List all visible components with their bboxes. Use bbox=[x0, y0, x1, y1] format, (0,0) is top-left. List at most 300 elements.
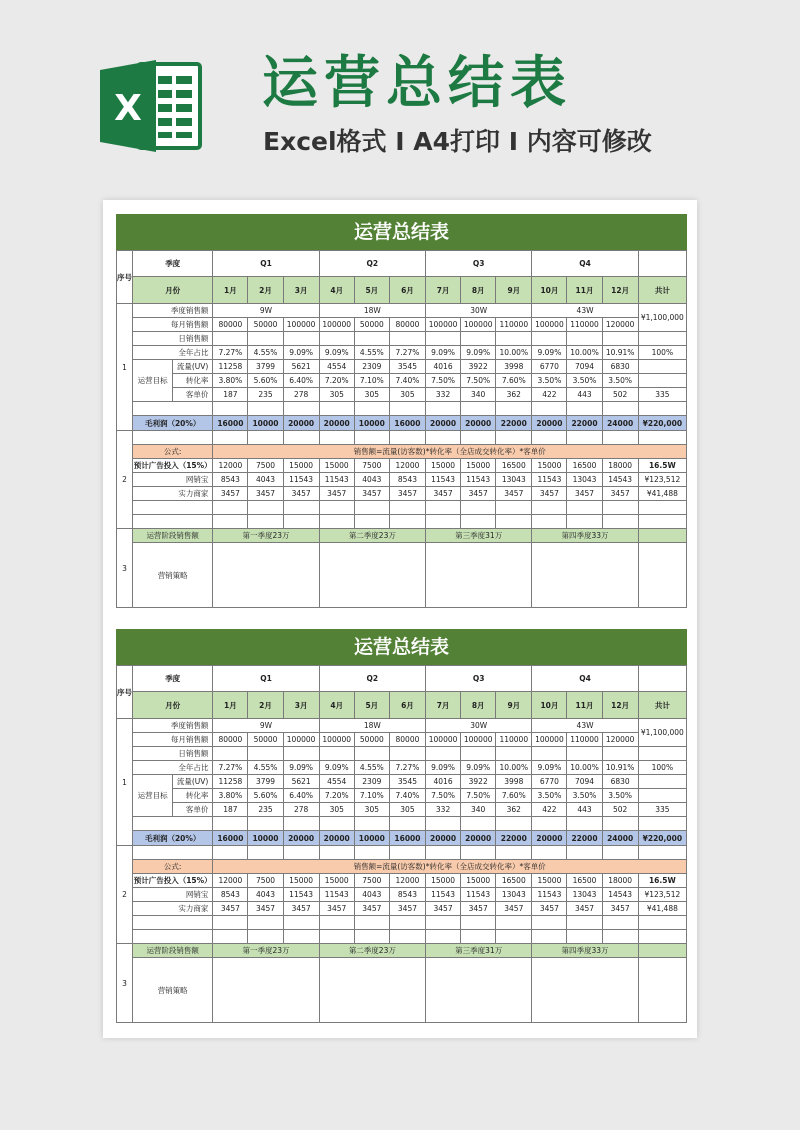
formula-text: 销售额=流量(访客数)*转化率（全店成交转化率）*客单价 bbox=[213, 445, 687, 459]
ad-row bbox=[117, 874, 687, 888]
empty-cell bbox=[461, 930, 496, 944]
empty-cell bbox=[638, 374, 686, 388]
row-label: 每月销售额 bbox=[133, 318, 213, 332]
empty-cell bbox=[283, 916, 319, 930]
empty-cell bbox=[213, 431, 248, 445]
monthly-sales-cell: 80000 bbox=[389, 733, 425, 747]
row-label: 全年占比 bbox=[133, 761, 213, 775]
ad-total: 16.5W bbox=[638, 874, 686, 888]
empty-cell bbox=[461, 501, 496, 515]
blank-row bbox=[117, 916, 687, 930]
months-cell: 9月 bbox=[496, 692, 532, 719]
merchant-cell: 3457 bbox=[532, 902, 567, 916]
empty-cell bbox=[354, 747, 389, 761]
formula-row bbox=[117, 860, 687, 874]
profit-cell: 20000 bbox=[461, 831, 496, 846]
empty-cell bbox=[532, 501, 567, 515]
empty-cell bbox=[319, 916, 354, 930]
conversion-cell: 7.20% bbox=[319, 789, 354, 803]
wangxiaobao-cell: 14543 bbox=[602, 888, 638, 902]
empty-cell bbox=[389, 332, 425, 346]
empty-cell bbox=[496, 402, 532, 416]
unit-price-cell: 502 bbox=[602, 803, 638, 817]
merchant-cell: 3457 bbox=[567, 487, 602, 501]
quarter-cell: Q4 bbox=[532, 666, 638, 692]
month-header-row bbox=[117, 277, 687, 304]
profit-cell: 24000 bbox=[602, 416, 638, 431]
wangxiaobao-total: ¥123,512 bbox=[638, 888, 686, 902]
row-label: 转化率 bbox=[173, 789, 213, 803]
conversion-cell: 6.40% bbox=[283, 789, 319, 803]
monthly-sales-cell: 100000 bbox=[461, 733, 496, 747]
empty-cell bbox=[426, 747, 461, 761]
summary-table bbox=[116, 665, 687, 1023]
empty-cell bbox=[638, 251, 686, 277]
row-label: 营销策略 bbox=[133, 543, 213, 608]
year-ratio-cell: 7.27% bbox=[389, 761, 425, 775]
traffic-cell: 6770 bbox=[532, 360, 567, 374]
traffic-cell: 5621 bbox=[283, 360, 319, 374]
empty-cell bbox=[496, 817, 532, 831]
conversion-cell: 7.60% bbox=[496, 789, 532, 803]
unit-price-cell: 235 bbox=[248, 803, 283, 817]
wangxiaobao-cell: 11543 bbox=[283, 473, 319, 487]
conversion-cell: 7.50% bbox=[426, 374, 461, 388]
empty-cell bbox=[389, 930, 425, 944]
traffic-cell: 3998 bbox=[496, 360, 532, 374]
unit-price-cell: 362 bbox=[496, 388, 532, 402]
monthly-sales-cell: 110000 bbox=[567, 318, 602, 332]
months-cell: 6月 bbox=[389, 692, 425, 719]
year-ratio-cell: 9.09% bbox=[426, 346, 461, 360]
seq-cell: 1 bbox=[117, 304, 133, 431]
ad-cell: 12000 bbox=[213, 874, 248, 888]
unit-price-cell: 187 bbox=[213, 388, 248, 402]
ad-cell: 15000 bbox=[532, 459, 567, 473]
empty-cell bbox=[461, 332, 496, 346]
months-cell: 5月 bbox=[354, 277, 389, 304]
merchant-row bbox=[117, 487, 687, 501]
year-ratio-cell: 9.09% bbox=[283, 761, 319, 775]
unit-price-row bbox=[117, 803, 687, 817]
merchant-cell: 3457 bbox=[213, 902, 248, 916]
daily-sales-row bbox=[117, 747, 687, 761]
quarter-cell: Q2 bbox=[319, 251, 425, 277]
empty-cell bbox=[426, 431, 461, 445]
ad-cell: 15000 bbox=[426, 874, 461, 888]
months-cell: 11月 bbox=[567, 692, 602, 719]
empty-cell bbox=[133, 402, 213, 416]
merchant-cell: 3457 bbox=[532, 487, 567, 501]
profit-cell: 10000 bbox=[354, 831, 389, 846]
conversion-cell: 7.50% bbox=[461, 374, 496, 388]
year-ratio-cell: 4.55% bbox=[248, 761, 283, 775]
wangxiaobao-cell: 11543 bbox=[283, 888, 319, 902]
traffic-cell: 7094 bbox=[567, 360, 602, 374]
year-ratio-cell: 9.09% bbox=[532, 761, 567, 775]
wangxiaobao-cell: 8543 bbox=[389, 888, 425, 902]
total-header: 共计 bbox=[638, 692, 686, 719]
empty-cell bbox=[389, 916, 425, 930]
empty-cell bbox=[532, 332, 567, 346]
quarter-cell: Q1 bbox=[213, 666, 319, 692]
empty-cell bbox=[461, 515, 496, 529]
profit-cell: 16000 bbox=[389, 831, 425, 846]
blank-row bbox=[117, 817, 687, 831]
wangxiaobao-row bbox=[117, 888, 687, 902]
month-header-row bbox=[117, 692, 687, 719]
conversion-cell: 7.40% bbox=[389, 789, 425, 803]
empty-cell bbox=[354, 501, 389, 515]
row-label: 转化率 bbox=[173, 374, 213, 388]
conversion-cell: 5.60% bbox=[248, 374, 283, 388]
formula-text: 销售额=流量(访客数)*转化率（全店成交转化率）*客单价 bbox=[213, 860, 687, 874]
unit-price-row bbox=[117, 388, 687, 402]
conversion-cell: 3.50% bbox=[602, 789, 638, 803]
profit-cell: 24000 bbox=[602, 831, 638, 846]
empty-cell bbox=[532, 817, 567, 831]
row-label: 客单价 bbox=[173, 388, 213, 402]
row-label: 运营阶段销售额 bbox=[133, 944, 213, 958]
ad-cell: 12000 bbox=[389, 459, 425, 473]
empty-cell bbox=[248, 402, 283, 416]
empty-cell bbox=[319, 431, 354, 445]
empty-cell bbox=[133, 930, 213, 944]
empty-cell bbox=[248, 747, 283, 761]
summary-table bbox=[116, 250, 687, 608]
empty-cell bbox=[354, 332, 389, 346]
monthly-sales-cell: 100000 bbox=[319, 733, 354, 747]
profit-cell: 20000 bbox=[319, 831, 354, 846]
row-label: 网销宝 bbox=[133, 473, 213, 487]
profit-cell: 16000 bbox=[213, 831, 248, 846]
months-cell: 6月 bbox=[389, 277, 425, 304]
monthly-sales-cell: 120000 bbox=[602, 318, 638, 332]
row-label: 毛利润（20%） bbox=[133, 831, 213, 846]
empty-cell bbox=[567, 515, 602, 529]
stage-cell: 第四季度33万 bbox=[532, 529, 638, 543]
profit-row bbox=[117, 831, 687, 846]
ops-target-label: 运营目标 bbox=[133, 360, 173, 402]
profit-cell: 10000 bbox=[248, 831, 283, 846]
empty-cell bbox=[496, 332, 532, 346]
months-cell: 3月 bbox=[283, 277, 319, 304]
empty-cell bbox=[638, 775, 686, 789]
empty-cell bbox=[638, 529, 686, 543]
wangxiaobao-cell: 4043 bbox=[248, 888, 283, 902]
profit-cell: 20000 bbox=[461, 416, 496, 431]
conversion-cell: 7.40% bbox=[389, 374, 425, 388]
monthly-sales-cell: 80000 bbox=[389, 318, 425, 332]
empty-cell bbox=[426, 501, 461, 515]
empty-cell bbox=[213, 846, 248, 860]
traffic-cell: 3922 bbox=[461, 360, 496, 374]
wangxiaobao-cell: 8543 bbox=[389, 473, 425, 487]
unit-price-cell: 305 bbox=[319, 803, 354, 817]
empty-cell bbox=[602, 817, 638, 831]
empty-cell bbox=[248, 817, 283, 831]
empty-cell bbox=[319, 515, 354, 529]
profit-cell: 22000 bbox=[496, 416, 532, 431]
empty-cell bbox=[461, 817, 496, 831]
empty-cell bbox=[638, 944, 686, 958]
season-header: 季度 bbox=[133, 666, 213, 692]
monthly-sales-cell: 100000 bbox=[461, 318, 496, 332]
unit-price-cell: 278 bbox=[283, 388, 319, 402]
logo-letter: X bbox=[114, 88, 142, 129]
empty-cell bbox=[354, 817, 389, 831]
traffic-cell: 3922 bbox=[461, 775, 496, 789]
year-ratio-cell: 4.55% bbox=[354, 761, 389, 775]
monthly-sales-cell: 110000 bbox=[496, 733, 532, 747]
quarter-cell: Q4 bbox=[532, 251, 638, 277]
seq-cell: 2 bbox=[117, 431, 133, 529]
stage-cell: 第四季度33万 bbox=[532, 944, 638, 958]
empty-cell bbox=[532, 846, 567, 860]
empty-cell bbox=[638, 332, 686, 346]
row-label: 营销策略 bbox=[133, 958, 213, 1023]
empty-cell bbox=[461, 402, 496, 416]
profit-cell: 20000 bbox=[283, 416, 319, 431]
empty-cell bbox=[283, 402, 319, 416]
merchant-cell: 3457 bbox=[319, 487, 354, 501]
empty-cell bbox=[426, 402, 461, 416]
wangxiaobao-cell: 4043 bbox=[248, 473, 283, 487]
quarter-cell: Q2 bbox=[319, 666, 425, 692]
traffic-cell: 3799 bbox=[248, 775, 283, 789]
season-header: 季度 bbox=[133, 251, 213, 277]
empty-cell bbox=[532, 402, 567, 416]
row-label: 日销售额 bbox=[133, 747, 213, 761]
empty-cell bbox=[426, 543, 532, 608]
empty-cell bbox=[461, 747, 496, 761]
quarter-sales-cell: 30W bbox=[426, 304, 532, 318]
unit-price-cell: 305 bbox=[389, 803, 425, 817]
row-label: 全年占比 bbox=[133, 346, 213, 360]
stage-cell: 第二季度23万 bbox=[319, 944, 425, 958]
traffic-cell: 3998 bbox=[496, 775, 532, 789]
empty-cell bbox=[638, 747, 686, 761]
stage-cell: 第二季度23万 bbox=[319, 529, 425, 543]
empty-cell bbox=[638, 543, 686, 608]
empty-cell bbox=[248, 515, 283, 529]
empty-cell bbox=[213, 930, 248, 944]
stage-cell: 第一季度23万 bbox=[213, 944, 319, 958]
merchant-cell: 3457 bbox=[426, 487, 461, 501]
traffic-row bbox=[117, 360, 687, 374]
traffic-cell: 6770 bbox=[532, 775, 567, 789]
empty-cell bbox=[426, 958, 532, 1023]
merchant-cell: 3457 bbox=[389, 487, 425, 501]
empty-cell bbox=[496, 515, 532, 529]
wangxiaobao-cell: 4043 bbox=[354, 888, 389, 902]
profit-cell: 22000 bbox=[496, 831, 532, 846]
quarter-sales-row bbox=[117, 304, 687, 318]
sheet-title: 运营总结表 bbox=[116, 214, 687, 250]
conversion-cell: 3.50% bbox=[567, 374, 602, 388]
quarter-sales-cell: 9W bbox=[213, 719, 319, 733]
total-sales-cell: ¥1,100,000 bbox=[638, 304, 686, 332]
empty-cell bbox=[567, 846, 602, 860]
empty-cell bbox=[532, 747, 567, 761]
months-cell: 2月 bbox=[248, 692, 283, 719]
unit-price-cell: 332 bbox=[426, 388, 461, 402]
empty-cell bbox=[389, 846, 425, 860]
monthly-sales-cell: 50000 bbox=[354, 318, 389, 332]
seq-header: 序号 bbox=[117, 251, 133, 304]
months-cell: 1月 bbox=[213, 692, 248, 719]
monthly-sales-cell: 100000 bbox=[319, 318, 354, 332]
empty-cell bbox=[133, 515, 213, 529]
months-cell: 11月 bbox=[567, 277, 602, 304]
row-label: 实力商家 bbox=[133, 487, 213, 501]
month-header: 月份 bbox=[133, 692, 213, 719]
monthly-sales-cell: 100000 bbox=[426, 733, 461, 747]
quarter-header-row bbox=[117, 251, 687, 277]
profit-cell: 22000 bbox=[567, 416, 602, 431]
year-ratio-cell: 9.09% bbox=[283, 346, 319, 360]
formula-label: 公式: bbox=[133, 445, 213, 459]
year-ratio-cell: 4.55% bbox=[354, 346, 389, 360]
seq-header: 序号 bbox=[117, 666, 133, 719]
wangxiaobao-cell: 11543 bbox=[532, 888, 567, 902]
unit-price-cell: 235 bbox=[248, 388, 283, 402]
empty-cell bbox=[248, 501, 283, 515]
monthly-sales-cell: 110000 bbox=[496, 318, 532, 332]
year-ratio-cell: 10.00% bbox=[567, 346, 602, 360]
conversion-row bbox=[117, 374, 687, 388]
empty-cell bbox=[602, 402, 638, 416]
unit-price-cell: 443 bbox=[567, 803, 602, 817]
months-cell: 2月 bbox=[248, 277, 283, 304]
empty-cell bbox=[496, 747, 532, 761]
strategy-row bbox=[117, 958, 687, 1023]
wangxiaobao-total: ¥123,512 bbox=[638, 473, 686, 487]
empty-cell bbox=[461, 431, 496, 445]
wangxiaobao-cell: 13043 bbox=[496, 888, 532, 902]
empty-cell bbox=[319, 846, 354, 860]
profit-cell: 16000 bbox=[213, 416, 248, 431]
year-ratio-cell: 9.09% bbox=[461, 346, 496, 360]
traffic-cell: 2309 bbox=[354, 775, 389, 789]
empty-cell bbox=[319, 817, 354, 831]
row-label: 季度销售额 bbox=[133, 304, 213, 318]
empty-cell bbox=[283, 501, 319, 515]
ad-cell: 7500 bbox=[354, 874, 389, 888]
unit-price-cell: 362 bbox=[496, 803, 532, 817]
months-cell: 7月 bbox=[426, 692, 461, 719]
conversion-cell: 6.40% bbox=[283, 374, 319, 388]
formula-row bbox=[117, 445, 687, 459]
empty-cell bbox=[461, 846, 496, 860]
monthly-sales-cell: 100000 bbox=[426, 318, 461, 332]
empty-cell bbox=[602, 846, 638, 860]
profit-cell: 22000 bbox=[567, 831, 602, 846]
daily-sales-row bbox=[117, 332, 687, 346]
months-cell: 8月 bbox=[461, 277, 496, 304]
blank-row bbox=[117, 501, 687, 515]
page-title: 运营总结表 bbox=[262, 51, 572, 116]
ad-cell: 16500 bbox=[496, 874, 532, 888]
monthly-sales-cell: 50000 bbox=[248, 733, 283, 747]
months-cell: 4月 bbox=[319, 692, 354, 719]
empty-cell bbox=[213, 332, 248, 346]
row-label: 每月销售额 bbox=[133, 733, 213, 747]
monthly-sales-cell: 120000 bbox=[602, 733, 638, 747]
empty-cell bbox=[602, 515, 638, 529]
ad-cell: 15000 bbox=[461, 874, 496, 888]
empty-cell bbox=[638, 402, 686, 416]
year-ratio-row bbox=[117, 346, 687, 360]
wangxiaobao-cell: 11543 bbox=[461, 473, 496, 487]
seq-cell: 3 bbox=[117, 529, 133, 608]
blank-row bbox=[117, 431, 687, 445]
merchant-cell: 3457 bbox=[283, 902, 319, 916]
row-label: 日销售额 bbox=[133, 332, 213, 346]
conversion-cell: 3.80% bbox=[213, 789, 248, 803]
months-cell: 9月 bbox=[496, 277, 532, 304]
quarter-sales-cell: 18W bbox=[319, 719, 425, 733]
profit-cell: 20000 bbox=[283, 831, 319, 846]
monthly-sales-cell: 80000 bbox=[213, 318, 248, 332]
seq-cell: 1 bbox=[117, 719, 133, 846]
quarter-sales-cell: 43W bbox=[532, 304, 638, 318]
empty-cell bbox=[248, 916, 283, 930]
merchant-cell: 3457 bbox=[248, 902, 283, 916]
empty-cell bbox=[461, 916, 496, 930]
quarter-sales-cell: 9W bbox=[213, 304, 319, 318]
empty-cell bbox=[638, 666, 686, 692]
empty-cell bbox=[567, 817, 602, 831]
empty-cell bbox=[496, 930, 532, 944]
empty-cell bbox=[354, 930, 389, 944]
stage-cell: 第三季度31万 bbox=[426, 529, 532, 543]
empty-cell bbox=[638, 789, 686, 803]
year-ratio-cell: 7.27% bbox=[213, 346, 248, 360]
unit-price-total: 335 bbox=[638, 388, 686, 402]
empty-cell bbox=[283, 930, 319, 944]
quarter-sales-cell: 43W bbox=[532, 719, 638, 733]
empty-cell bbox=[319, 543, 425, 608]
wangxiaobao-cell: 13043 bbox=[567, 473, 602, 487]
monthly-sales-cell: 50000 bbox=[354, 733, 389, 747]
unit-price-cell: 443 bbox=[567, 388, 602, 402]
empty-cell bbox=[532, 930, 567, 944]
empty-cell bbox=[567, 916, 602, 930]
empty-cell bbox=[213, 747, 248, 761]
empty-cell bbox=[283, 846, 319, 860]
profit-cell: 16000 bbox=[389, 416, 425, 431]
ad-cell: 15000 bbox=[319, 874, 354, 888]
traffic-cell: 6830 bbox=[602, 775, 638, 789]
year-ratio-cell: 7.27% bbox=[213, 761, 248, 775]
empty-cell bbox=[319, 930, 354, 944]
empty-cell bbox=[638, 817, 686, 831]
months-cell: 5月 bbox=[354, 692, 389, 719]
empty-cell bbox=[496, 431, 532, 445]
quarter-sales-cell: 30W bbox=[426, 719, 532, 733]
conversion-cell: 3.50% bbox=[532, 374, 567, 388]
wangxiaobao-cell: 11543 bbox=[426, 888, 461, 902]
quarter-header-row bbox=[117, 666, 687, 692]
ad-cell: 12000 bbox=[213, 459, 248, 473]
merchant-total: ¥41,488 bbox=[638, 487, 686, 501]
traffic-cell: 4016 bbox=[426, 775, 461, 789]
wangxiaobao-row bbox=[117, 473, 687, 487]
quarter-cell: Q3 bbox=[426, 666, 532, 692]
empty-cell bbox=[602, 431, 638, 445]
total-header: 共计 bbox=[638, 277, 686, 304]
